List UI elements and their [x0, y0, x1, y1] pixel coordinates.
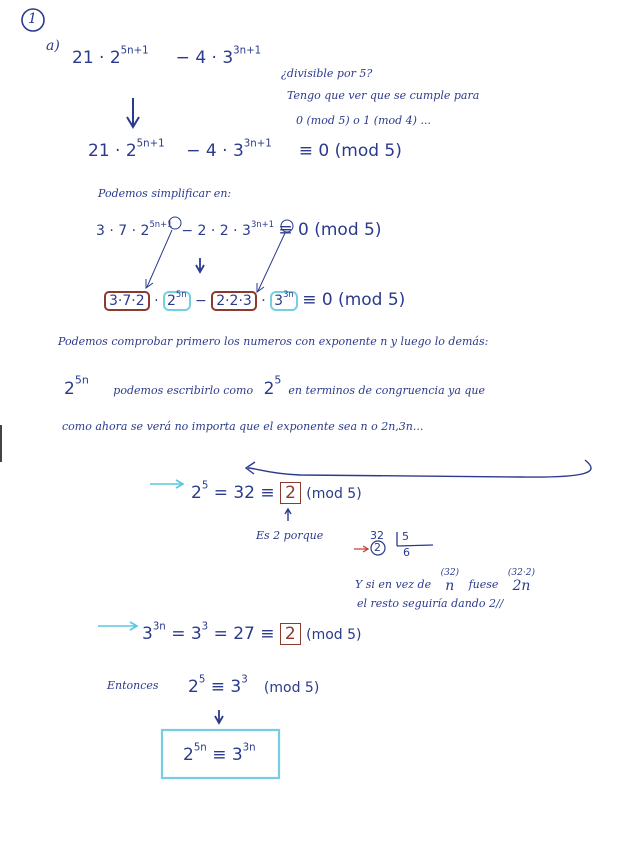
- eq: ≡: [212, 745, 227, 765]
- e2: 3n: [242, 742, 256, 754]
- e2: 3: [241, 674, 248, 686]
- simplify-label: Podemos simplificar en:: [98, 187, 232, 200]
- boxed-value: 2: [280, 623, 301, 645]
- rhs: ≡ 0 (mod 5): [302, 290, 406, 310]
- rest: en terminos de congruencia ya que: [288, 384, 486, 397]
- dividend: 32: [370, 529, 384, 542]
- pow-exp: 5: [274, 373, 282, 387]
- expression-line1: [72, 45, 262, 68]
- divisor: 5: [402, 530, 409, 543]
- exp2: 3n+1: [233, 45, 262, 57]
- expression-line6: [142, 621, 362, 644]
- b2: 3: [231, 745, 243, 765]
- eq: =: [171, 624, 186, 644]
- b1: 2: [188, 677, 199, 697]
- base: 2: [64, 379, 75, 399]
- e1: 5n: [193, 742, 207, 754]
- exp2: 3n: [283, 289, 294, 300]
- cyan-arrow-icon-2: [98, 622, 137, 630]
- exp2: 3n+1: [243, 138, 272, 150]
- term2: − 4 · 3: [175, 48, 234, 68]
- pow1: 2: [166, 293, 176, 309]
- final-down-arrow-icon: [215, 710, 223, 723]
- because-label: Es 2 porque: [256, 529, 324, 542]
- small-down-arrow-icon: [196, 258, 204, 272]
- two-n: 2n: [512, 578, 531, 594]
- pow-base: 2: [263, 379, 275, 399]
- exp: 5: [201, 480, 209, 492]
- group1: 3·7·2: [104, 291, 150, 311]
- b1: 2: [183, 745, 194, 765]
- mod: (mod 5): [263, 680, 320, 696]
- mod: (mod 5): [306, 627, 362, 643]
- eq: ≡: [210, 677, 225, 697]
- expression-line4: $3\cdot 7\cdot 2 \cdot 2^{5n} - 2\cdot 2\cdot 3 \cdot 3^{3n} \equiv 0$ (mod 5): [104, 290, 405, 310]
- final-result: [183, 742, 256, 765]
- rhs: ≡ 0 (mod 5): [278, 220, 382, 240]
- then-label: Entonces: [107, 679, 159, 692]
- curved-arrow-icon: [246, 460, 591, 477]
- reason-line2: 0 (mod 5) o 1 (mod 4) ...: [296, 114, 431, 127]
- term1: 21 · 2: [88, 141, 137, 161]
- part-label: a): [46, 38, 60, 54]
- up-arrow-icon: [285, 509, 291, 521]
- remainder-arrow-icon: [354, 546, 368, 552]
- n-top: (32): [440, 568, 460, 578]
- group2: 2·2·3: [211, 291, 257, 311]
- reason-line1: Tengo que ver que se cumple para: [287, 89, 480, 102]
- expression-line7: [188, 674, 320, 697]
- problem-number: 1: [28, 11, 37, 27]
- text-a: Y si en vez de: [355, 578, 432, 591]
- exp1: 5n+1: [136, 138, 165, 150]
- part1: 3 · 7 · 2: [96, 223, 150, 239]
- paragraph-line3: como ahora se verá no importa que el exponente sea n o 2n,3n...: [62, 420, 424, 433]
- cyan-arrow-icon: [150, 480, 183, 488]
- base: 3: [142, 624, 153, 644]
- rhs: ≡ 0 (mod 5): [298, 141, 402, 161]
- text: podemos escribirlo como: [113, 384, 254, 397]
- remainder: 2: [374, 541, 381, 554]
- term1: 21 · 2: [72, 48, 121, 68]
- exp1: 5n+1: [149, 219, 173, 230]
- paragraph-line2: [64, 373, 486, 399]
- aside-line1: [355, 567, 535, 592]
- exp: 5n: [74, 373, 89, 387]
- exp1: 5n+1: [120, 45, 149, 57]
- expression-line5: [191, 480, 362, 503]
- mod: (mod 5): [306, 486, 362, 502]
- down-arrow-icon: [127, 98, 139, 127]
- e2: 3: [201, 621, 209, 633]
- aside-line2: el resto seguiría dando 2//: [357, 597, 504, 610]
- base: 2: [191, 483, 202, 503]
- b2: 3: [190, 624, 202, 644]
- n: n: [445, 578, 455, 594]
- text-b: fuese: [468, 578, 499, 591]
- two-n-top: (32·2): [507, 568, 535, 578]
- expression-line3: [96, 220, 381, 240]
- pow1-wrap: [163, 291, 191, 311]
- boxed-value: 2: [280, 482, 301, 504]
- pow2-wrap: [270, 291, 298, 311]
- quotient: 6: [403, 546, 410, 559]
- b2: 3: [230, 677, 242, 697]
- part2: − 2 · 2 · 3: [181, 223, 251, 239]
- exp2: 3n+1: [250, 219, 274, 230]
- exp: 3n: [152, 621, 166, 633]
- e1: 5: [198, 674, 206, 686]
- question: ¿divisible por 5?: [281, 67, 373, 80]
- pow2: 3: [274, 293, 284, 309]
- exp1: 5n: [175, 289, 187, 300]
- expression-line2: [88, 138, 402, 161]
- paragraph-line1: Podemos comprobar primero los numeros con exponente n y luego lo demás:: [58, 335, 489, 348]
- rest: = 27 ≡: [213, 624, 275, 644]
- term2: − 4 · 3: [186, 141, 244, 161]
- mid: = 32 ≡: [213, 483, 275, 503]
